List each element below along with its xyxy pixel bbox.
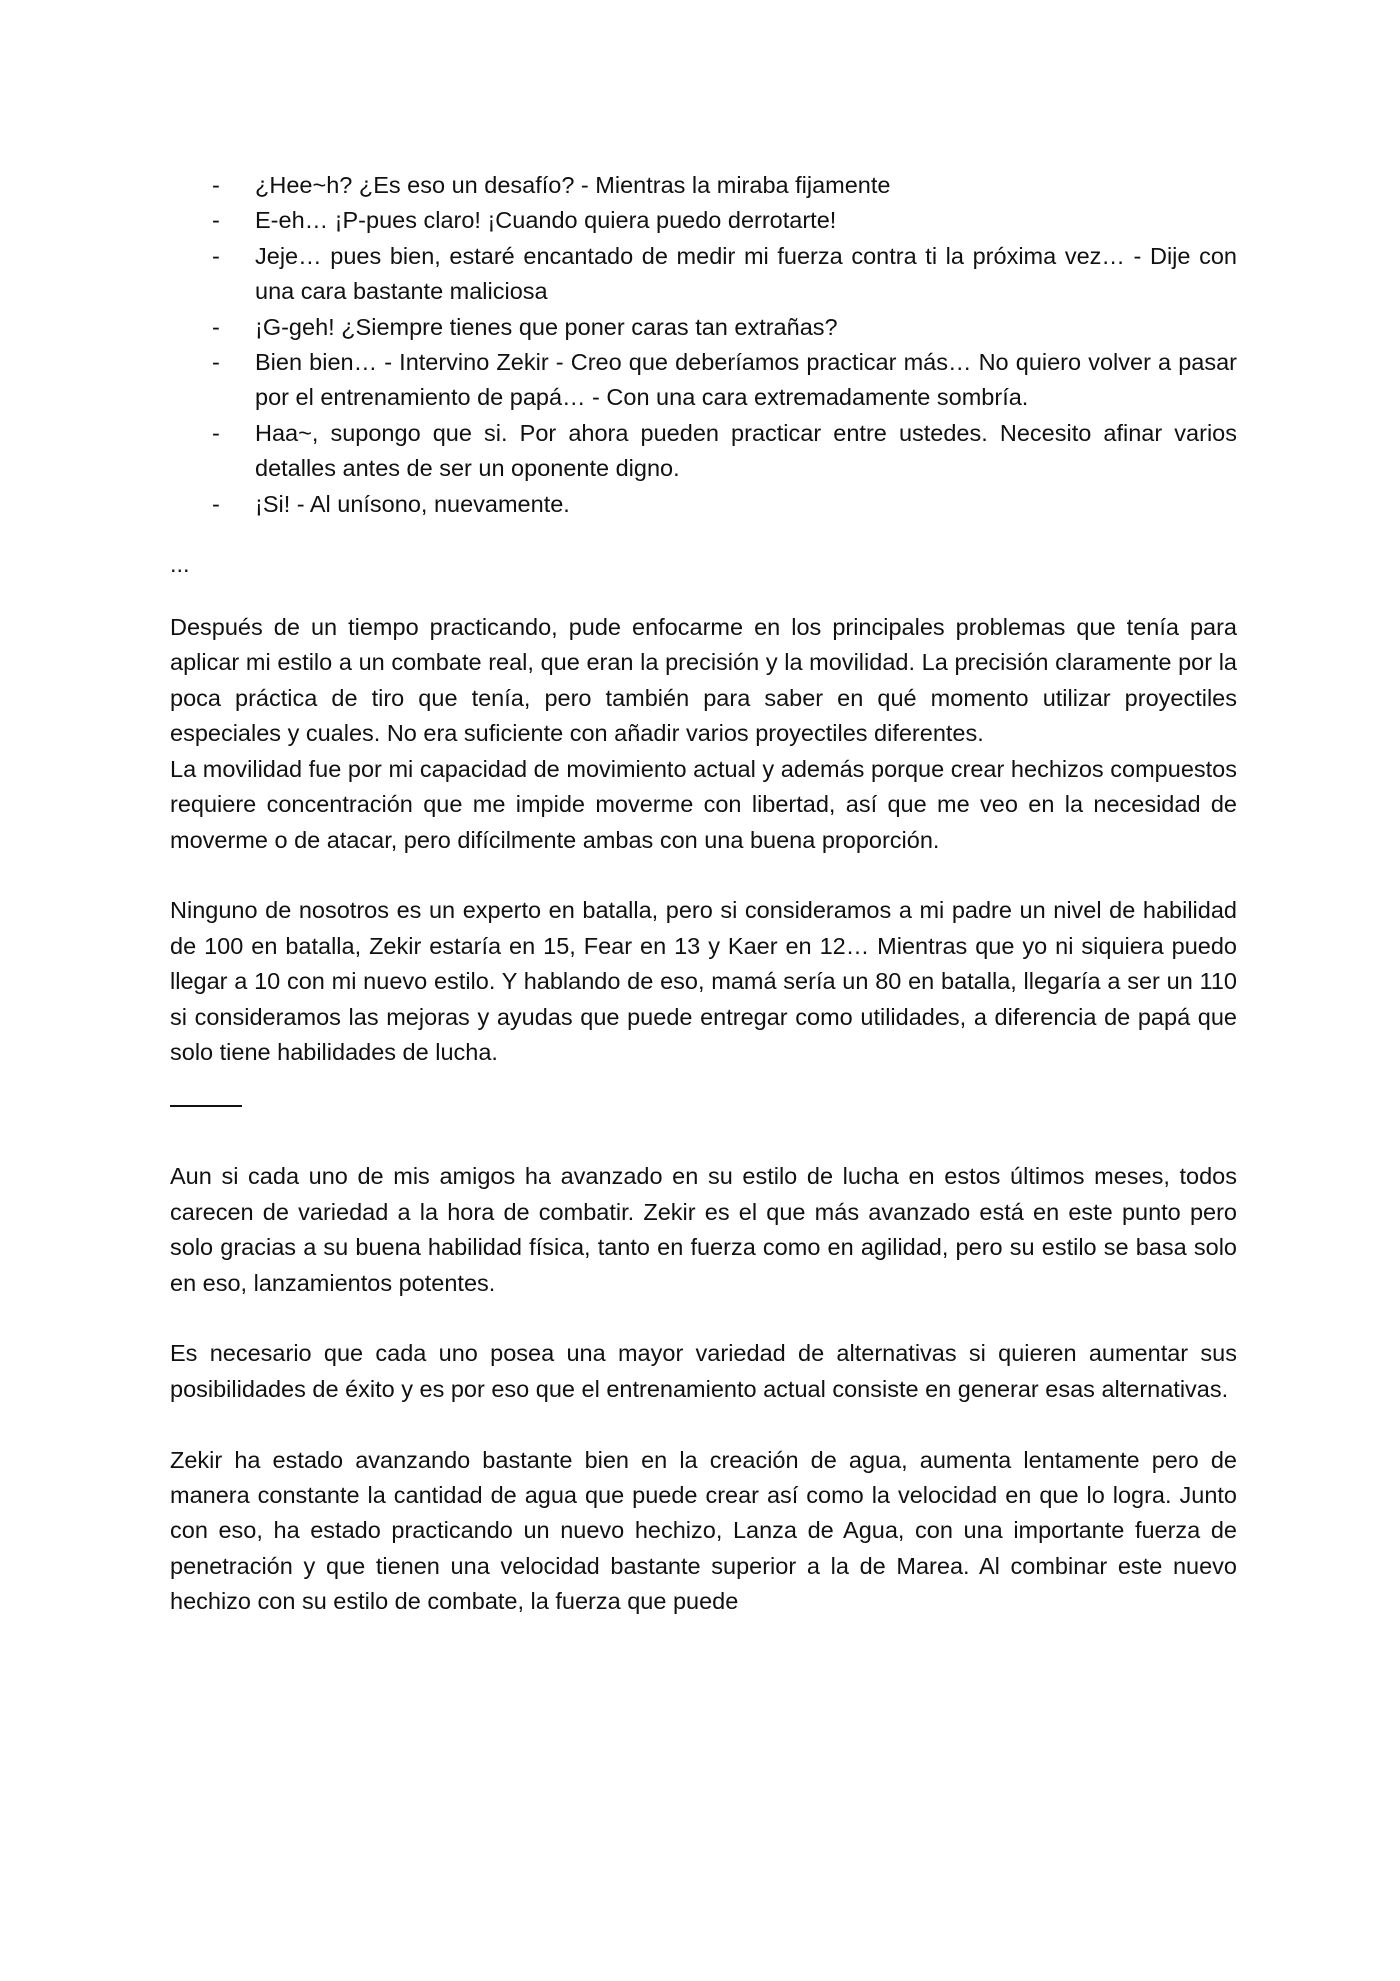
paragraph: Aun si cada uno de mis amigos ha avanzado en su estilo de lucha en estos últimos meses, todos carecen de variedad a la hora de combatir. Zekir es el que más avanzado está en este punto pero solo gracias a su buena habilidad física, tanto en fuerza como en agilidad, pero su estilo se basa solo en eso, lanzamientos potentes. <box>170 1163 1237 1296</box>
dialogue-line: - ¡G-geh! ¿Siempre tienes que poner caras tan extrañas? <box>170 310 1237 345</box>
dialogue-line: - Haa~, supongo que si. Por ahora pueden practicar entre ustedes. Necesito afinar varios detalles antes de ser un oponente digno. <box>170 416 1237 487</box>
paragraph: Es necesario que cada uno posea una mayor variedad de alternativas si quieren aumentar sus posibilidades de éxito y es por eso que el entrenamiento actual consiste en generar esas alternativas. <box>170 1340 1237 1402</box>
dialogue-line: - ¡Si! - Al unísono, nuevamente. <box>170 487 1237 522</box>
section-separator <box>170 1105 242 1107</box>
paragraph: La movilidad fue por mi capacidad de movimiento actual y además porque crear hechizos compuestos requiere concentración que me impide moverme con libertad, así que me veo en la necesidad de moverme o de atacar, pero difícilmente ambas con una buena proporción. <box>170 755 1237 853</box>
paragraph: Ninguno de nosotros es un experto en batalla, pero si consideramos a mi padre un nivel de habilidad de 100 en batalla, Zekir estaría en 15, Fear en 13 y Kaer en 12… Mientras que yo ni siquiera puedo llegar a 10 con mi nuevo estilo. Y hablando de eso, mamá sería un 80 en batalla, llegaría a ser un 110 si consideramos las mejoras y ayudas que puede entregar como utilidades, a diferencia de papá que solo tiene habilidades de lucha. <box>170 897 1237 1065</box>
dialogue-line: - ¿Hee~h? ¿Es eso un desafío? - Mientras la miraba fijamente <box>170 168 1237 203</box>
paragraph: Zekir ha estado avanzando bastante bien en la creación de agua, aumenta lentamente pero de manera constante la cantidad de agua que puede crear así como la velocidad en que lo logra. Junto con eso, ha estado practicando un nuevo hechizo, Lanza de Agua, con una importante fuerza de penetración y que tienen una velocidad bastante superior a la de Marea. Al combinar este nuevo hechizo con su estilo de combate, la fuerza que puede <box>170 1446 1237 1615</box>
dialogue-line: - Jeje… pues bien, estaré encantado de medir mi fuerza contra ti la próxima vez… - Dije con una cara bastante maliciosa <box>170 239 1237 310</box>
scene-break: ... <box>170 551 190 578</box>
paragraph: Después de un tiempo practicando, pude enfocarme en los principales problemas que tenía para aplicar mi estilo a un combate real, que eran la precisión y la movilidad. La precisión claramente por la poca práctica de tiro que tenía, pero también para saber en qué momento utilizar proyectiles especiales y cuales. No era suficiente con añadir varios proyectiles diferentes. <box>170 614 1237 747</box>
dialogue-list <box>170 168 1237 522</box>
document-page <box>170 168 1237 1620</box>
dialogue-line: - Bien bien… - Intervino Zekir - Creo que deberíamos practicar más… No quiero volver a pasar por el entrenamiento de papá… - Con una cara extremadamente sombría. <box>170 345 1237 416</box>
dialogue-line: - E-eh… ¡P-pues claro! ¡Cuando quiera puedo derrotarte! <box>170 203 1237 238</box>
